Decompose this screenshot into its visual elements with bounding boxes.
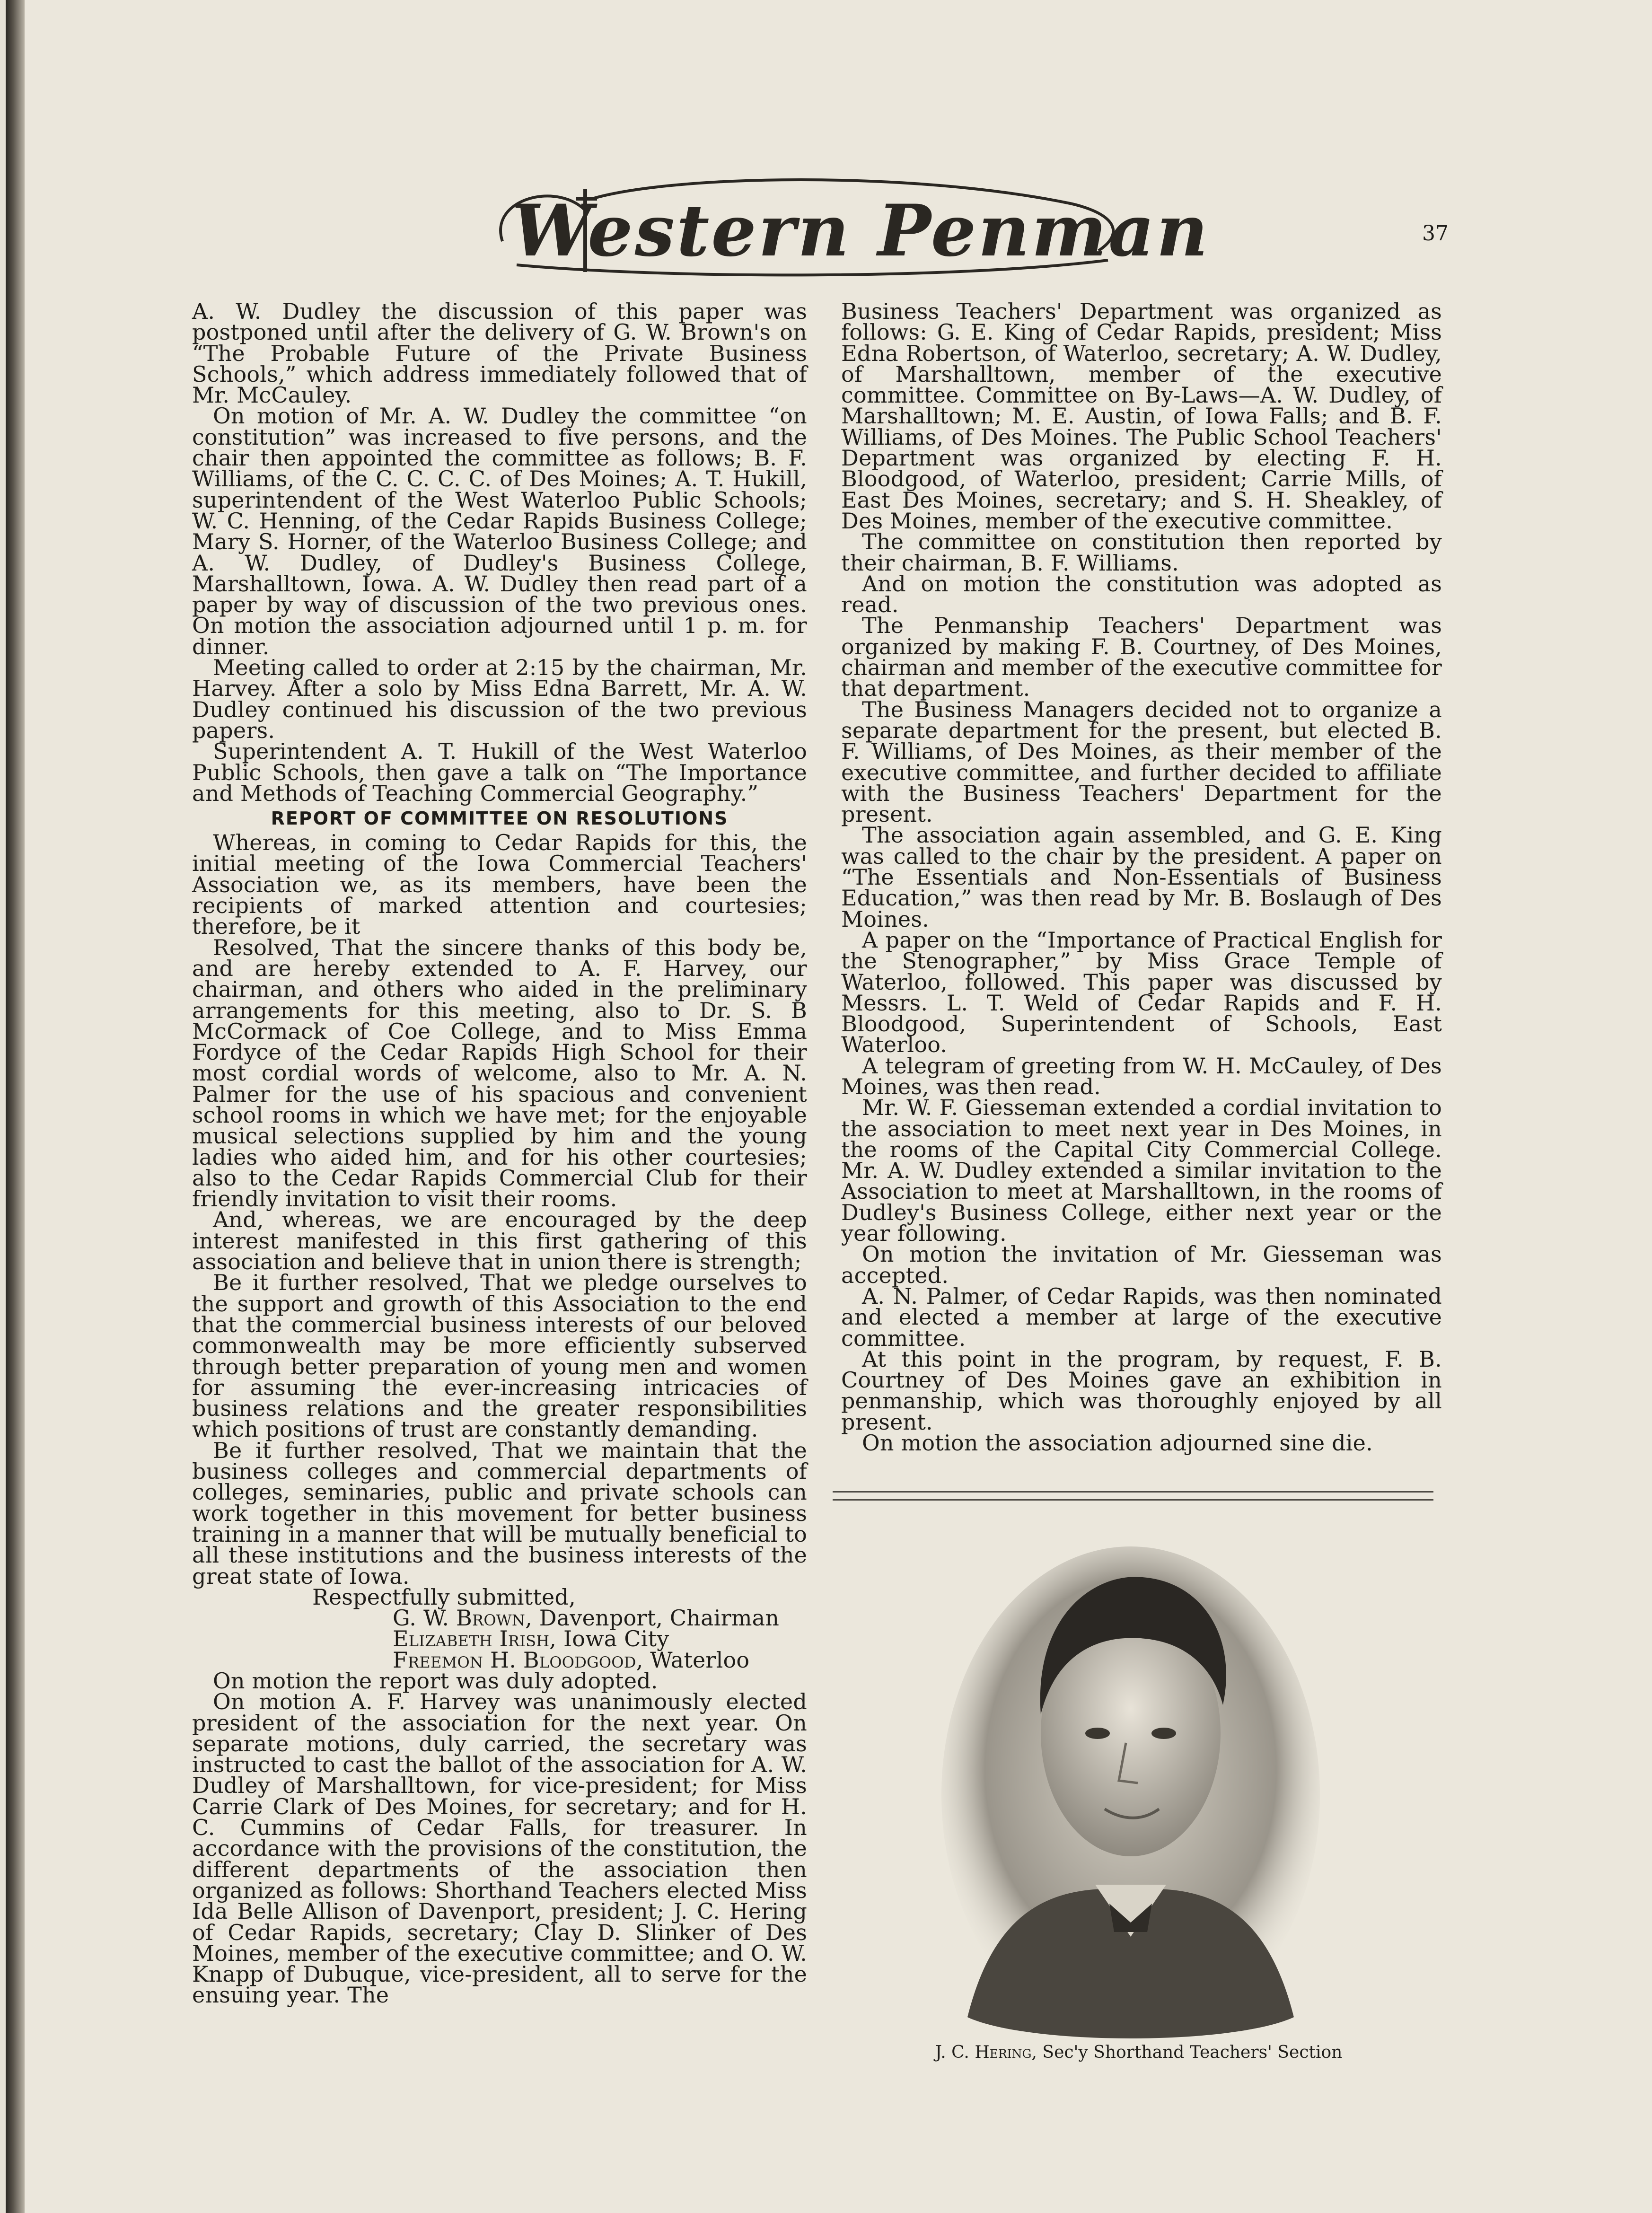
paragraph: At this point in the program, by request, F. B. Courtney of Des Moines gave an exhibition in penmanship, which was thoroughly enjoyed by all present. (841, 1346, 1442, 1435)
paragraph: And on motion the constitution was adopted as read. (841, 571, 1442, 618)
paragraph: On motion of Mr. A. W. Dudley the committee “on constitution” was increased to five persons, and the chair then appointed the committee as follows; B. F. Williams, of the C. C. C. C. of Des Moines; A. T. Hukill, superintendent of the West Waterloo Public Schools; W. C. Henning, of the Cedar Rapids Business College; Mary S. Horner, of the Waterloo Business College; and A. W. Dudley, of Dudley's Business College, Marshalltown, Iowa. A. W. Dudley then read part of a paper by way of discussion of the two previous ones. On motion the association adjourned until 1 p. m. for dinner. (192, 403, 807, 659)
signature-line (192, 1605, 807, 1631)
signer-detail: , Iowa City (549, 1626, 669, 1652)
signature-intro: Respectfully submitted, (312, 1584, 576, 1610)
paragraph: The association again assembled, and G. E. King was called to the chair by the president. A paper on “The Essentials and Non-Essentials of Business Education,” was then read by Mr. B. Boslaugh of Des Moines. (841, 822, 1442, 932)
paragraph: On motion the report was duly adopted. (213, 1668, 658, 1694)
left-column (192, 301, 807, 2006)
page-number: 37 (1422, 221, 1449, 246)
paragraph: Business Teachers' Department was organized as follows: G. E. King of Cedar Rapids, president; Miss Edna Robertson, of Waterloo, secretary; A. W. Dudley, of Marshalltown, member of the executive committee. Committee on By-Laws—A. W. Dudley, of Marshalltown; M. E. Austin, of Iowa Falls; and B. F. Williams, of Des Moines. The Public School Teachers' Department was organized by electing F. H. Bloodgood, of Waterloo, president; Carrie Mills, of East Des Moines, secretary; and S. H. Sheakley, of Des Moines, member of the executive committee. (841, 299, 1442, 534)
signer-name: Freemon H. Bloodgood (393, 1647, 636, 1673)
paragraph: Resolved, That the sincere thanks of this body be, and are hereby extended to A. F. Harvey, our chairman, and others who aided in the preliminary arrangements for this meeting, also to Dr. S. B McCormack of Coe College, and to Miss Emma Fordyce of the Cedar Rapids High School for their most cordial words of welcome, also to Mr. A. N. Palmer for the use of his spacious and convenient school rooms in which we have met; for the enjoyable musical selections supplied by him and the young ladies who aided him, and for his other courtesies; also to the Cedar Rapids Commercial Club for their friendly invitation to visit their rooms. (192, 934, 807, 1212)
paragraph: A. N. Palmer, of Cedar Rapids, was then nominated and elected a member at large of the executive committee. (841, 1283, 1442, 1351)
right-column (841, 299, 1442, 1456)
paragraph: On motion the association adjourned sine die. (862, 1430, 1373, 1456)
portrait-photo (939, 1544, 1322, 2046)
paragraph: The Business Managers decided not to organize a separate department for the present, but elected B. F. Williams, of Des Moines, as their member of the executive committee, and further decided to affiliate with the Business Teachers' Department for the present. (841, 696, 1442, 827)
paragraph: The Penmanship Teachers' Department was organized by making F. B. Courtney, of Des Moines, chairman and member of the executive committee for that department. (841, 613, 1442, 702)
signer-name: G. W. Brown (393, 1605, 526, 1631)
double-rule-divider (833, 1491, 1433, 1501)
paragraph: On motion the invitation of Mr. Giesseman was accepted. (841, 1241, 1442, 1288)
caption-detail: , Sec'y Shorthand Teachers' Section (1031, 2043, 1343, 2062)
paragraph: Meeting called to order at 2:15 by the chairman, Mr. Harvey. After a solo by Miss Edna Barrett, Mr. A. W. Dudley continued his discussion of the two previous papers. (192, 655, 807, 743)
signer-name: Elizabeth Irish (393, 1626, 550, 1652)
caption-name: J. C. Hering (935, 2043, 1032, 2062)
signer-detail: , Davenport, Chairman (525, 1605, 780, 1631)
book-spine-shadow (6, 0, 25, 2213)
logo-text: Western Penman (512, 189, 1210, 272)
paragraph: On motion A. F. Harvey was unanimously elected president of the association for the next year. On separate motions, duly carried, the secretary was instructed to cast the ballot of the association for A. W. Dudley of Marshalltown, for vice-president; for Miss Carrie Clark of Des Moines, for secretary; and for H. C. Cummins of Cedar Falls, for treasurer. In accordance with the provisions of the constitution, the different departments of the association then organized as follows: Shorthand Teachers elected Miss Ida Belle Allison of Davenport, president; J. C. Hering of Cedar Rapids, secretary; Clay D. Slinker of Des Moines, member of the executive committee; and O. W. Knapp of Dubuque, vice-president, all to serve for the ensuing year. The (192, 1689, 807, 2008)
section-heading: REPORT OF COMMITTEE ON RESOLUTIONS (271, 808, 729, 829)
paragraph: The committee on constitution then reported by their chairman, B. F. Williams. (841, 529, 1442, 576)
paragraph: Superintendent A. T. Hukill of the West Waterloo Public Schools, then gave a talk on “The Importance and Methods of Teaching Commercial Geography.” (192, 738, 807, 806)
paragraph: Be it further resolved, That we maintain that the business colleges and commercial departments of colleges, seminaries, public and private schools can work together in this movement for better business training in a manner that will be mutually beneficial to all these institutions and the business interests of the great state of Iowa. (192, 1437, 807, 1589)
paragraph: Be it further resolved, That we pledge ourselves to the support and growth of this Association to the end that the commercial business interests of our beloved commonwealth may be more efficiently subserved through better preparation of young men and women for assuming the ever-increasing intricacies of business relations and the greater responsibilities which positions of trust are constantly demanding. (192, 1270, 807, 1442)
signature-line (192, 1626, 807, 1652)
portrait-caption (838, 2043, 1439, 2062)
signature-line (192, 1647, 807, 1673)
paragraph: A paper on the “Importance of Practical English for the Stenographer,” by Miss Grace Temple of Waterloo, followed. This paper was discussed by Messrs. L. T. Weld of Cedar Rapids and F. H. Bloodgood, Superintendent of Schools, East Waterloo. (841, 927, 1442, 1058)
paragraph: Mr. W. F. Giesseman extended a cordial invitation to the association to meet next year in Des Moines, in the rooms of the Capital City Commercial College. Mr. A. W. Dudley extended a similar invitation to the Association to meet at Marshalltown, in the rooms of Dudley's Business College, either next year or the year following. (841, 1095, 1442, 1247)
paragraph: A. W. Dudley the discussion of this paper was postponed until after the delivery of G. W. Brown's on “The Probable Future of the Private Business Schools,” which address immediately followed that of Mr. McCauley. (192, 299, 807, 408)
paragraph: And, whereas, we are encouraged by the deep interest manifested in this first gathering of this association and believe that in union there is strength; (192, 1207, 807, 1275)
paragraph: A telegram of greeting from W. H. McCauley, of Des Moines, was then read. (841, 1053, 1442, 1099)
masthead-logo (483, 170, 1210, 284)
magazine-page (6, 0, 1652, 2213)
paragraph: Whereas, in coming to Cedar Rapids for this, the initial meeting of the Iowa Commercial Teachers' Association we, as its members, have been the recipients of marked attention and courtesies; therefore, be it (192, 830, 807, 940)
signer-detail: , Waterloo (636, 1647, 750, 1673)
